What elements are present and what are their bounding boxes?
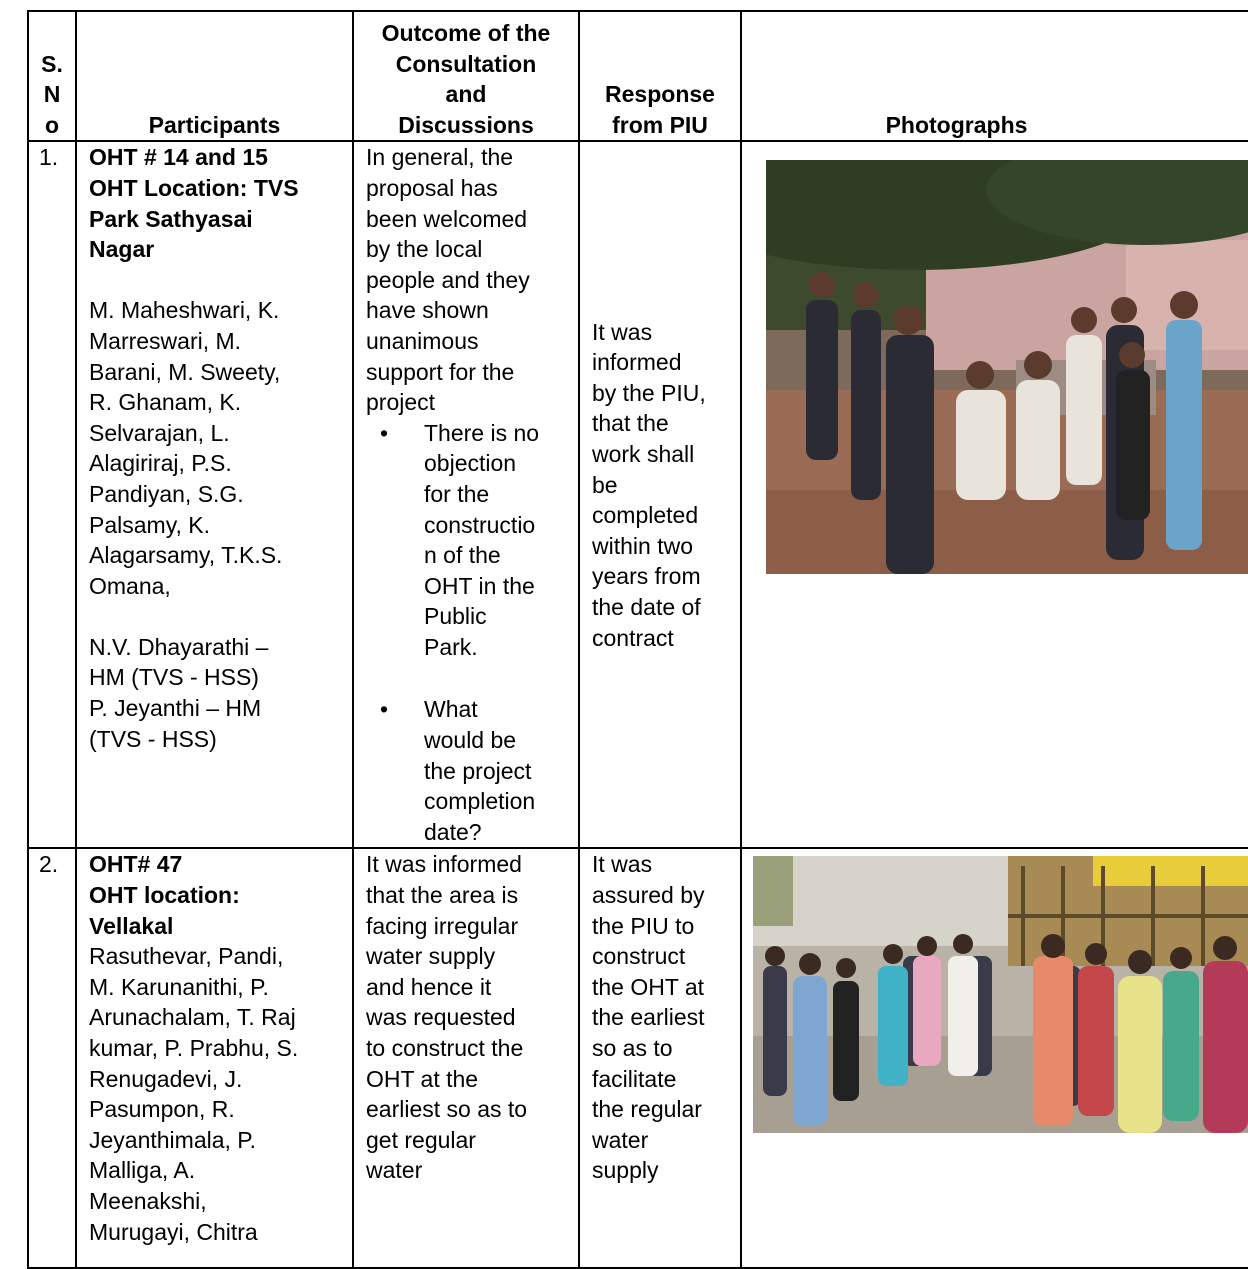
consultation-photo-tvs-park [766, 160, 1248, 574]
header-sno [28, 11, 76, 141]
outcome-bullet: • There is no objection for the constructio n of the OHT in the Public Park. [366, 418, 578, 663]
header-participants: Participants [76, 11, 353, 141]
header-outcome: Outcome of the Consultation and Discussions [353, 11, 579, 141]
header-response: Response from PIU [579, 11, 741, 141]
row-response: It was informed by the PIU, that the work shall be completed within two years from the date of contract [579, 141, 741, 848]
outcome-bullet-list [366, 418, 578, 848]
row-participants: OHT# 47 OHT location: Vellakal Rasuthevar, Pandi, M. Karunanithi, P. Arunachalam, T. Raj kumar, P. Prabhu, S. Renugadevi, J. Pasumpon, R. Jeyanthimala, P. Malliga, A. Meenakshi, Murugayi, Chitra [76, 848, 353, 1268]
row-response: It was assured by the PIU to construct the OHT at the earliest so as to facilitate the regular water supply [579, 848, 741, 1268]
outcome-bullet: • What would be the project completion date? [366, 694, 578, 847]
header-photographs: Photographs [741, 11, 1248, 141]
row-sno: 1. [28, 141, 76, 848]
header-sno-line: S. [41, 50, 63, 77]
row-participants: OHT # 14 and 15 OHT Location: TVS Park Sathyasai Nagar M. Maheshwari, K. Marreswari, M. Barani, M. Sweety, R. Ghanam, K. Selvarajan, L. Alagiriraj, P.S. Pandiyan, S.G. Palsamy, K. Alagarsamy, T.K.S. Omana, N.V. Dhayarathi – HM (TVS - HSS) P. Jeyanthi – HM (TVS - HSS) [76, 141, 353, 848]
header-row [28, 11, 1248, 141]
header-sno-line: o [44, 111, 60, 138]
row-sno: 2. [28, 848, 76, 1268]
consultation-photo-vellakal [753, 856, 1248, 1133]
row-outcome: It was informed that the area is facing irregular water supply and hence it was requested to construct the OHT at the earliest so as to get regular water [353, 848, 579, 1268]
header-sno-line: N [43, 81, 61, 108]
row-outcome: In general, the proposal has been welcomed by the local people and they have shown unanimous support for the project • There is no objection for the constructio n of the OHT in the Public Park. • What would be the project completion date? [353, 141, 579, 848]
